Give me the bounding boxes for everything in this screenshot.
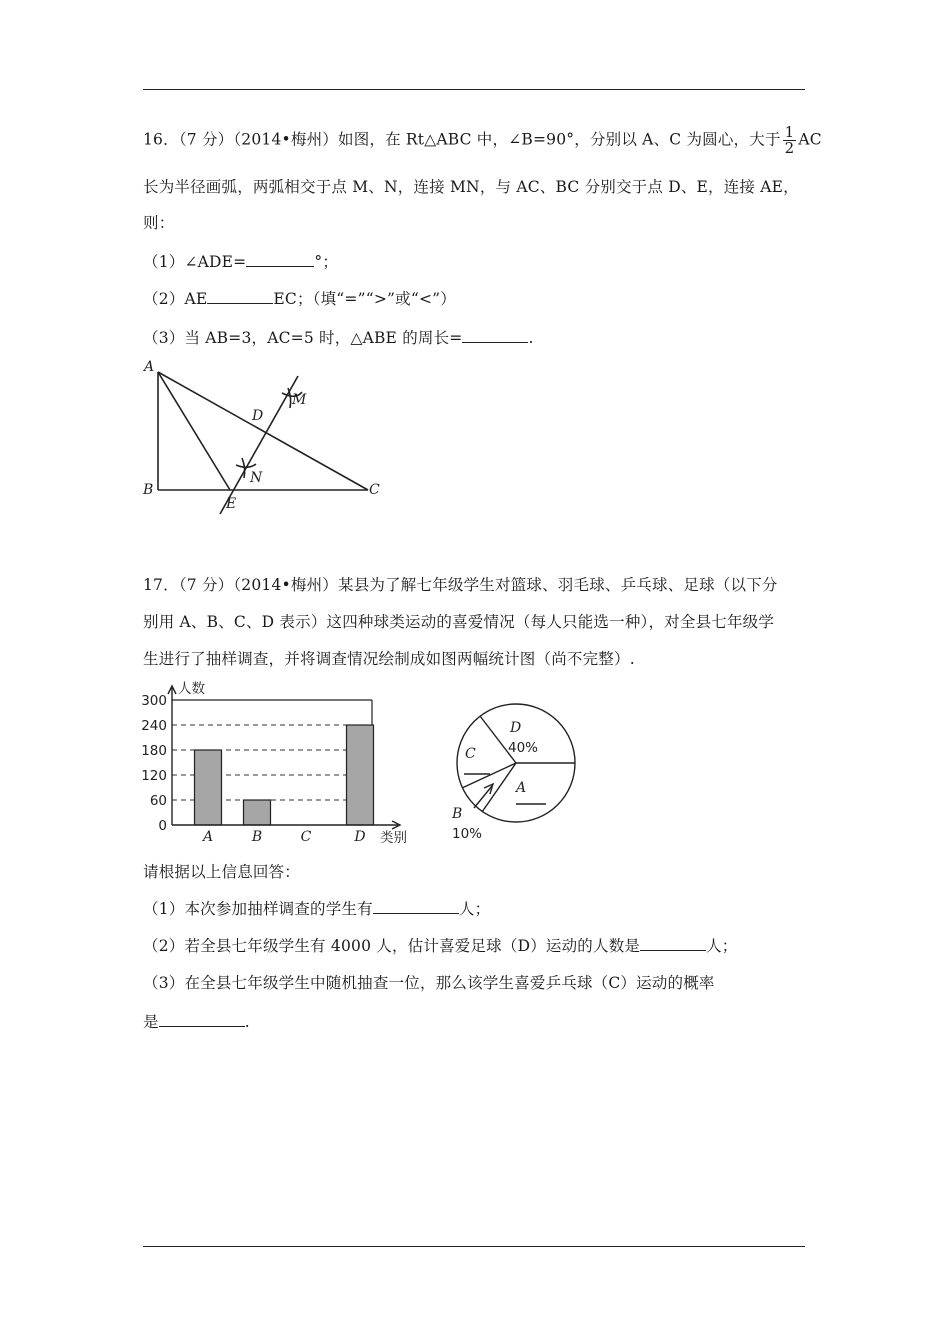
label-b: B [143,482,154,498]
q16-sub2: （2）AE EC；（填“=”“>”或“<”） [143,287,456,309]
x-axis-label: 类别 [380,830,407,846]
pie-percent-d: 40% [508,740,539,756]
category-label-d: D [354,829,366,845]
answer-blank[interactable] [246,251,314,268]
pie-label-b: B [452,806,463,822]
top-rule [143,89,805,90]
q17-sub1: （1）本次参加抽样调查的学生有 人； [143,897,490,919]
pie-chart [440,700,600,850]
q17-sub2: （2）若全县七年级学生有 4000 人，估计喜爱足球（D）运动的人数是 人； [143,934,738,956]
bottom-rule [143,1246,805,1247]
y-tick-label: 120 [141,768,167,784]
segment-ac [158,372,368,490]
bar-d [347,725,374,825]
y-axis-label: 人数 [178,681,205,697]
answer-blank[interactable] [373,898,459,915]
segment-ae [158,372,230,490]
pie-percent-b: 10% [452,826,483,842]
bar-chart [140,678,425,848]
q16-line1: 16．（7 分）（2014•梅州）如图，在 Rt△ABC 中，∠B=90°，分别以 A、C 为圆心，大于 $\frac{1}{2}$ AC [143,123,822,157]
bar-b [244,800,271,825]
y-tick-label: 240 [141,718,167,734]
label-m: M [292,392,307,408]
arc-mark-n [236,464,256,467]
label-c: C [369,482,380,498]
label-d: D [252,408,264,424]
category-label-b: B [251,829,263,845]
y-tick-label: 60 [149,793,167,809]
label-a: A [144,359,155,375]
answer-blank[interactable] [640,935,706,952]
bar-a [195,750,222,825]
pie-label-c: C [465,746,476,762]
q17-line1: 17．（7 分）（2014•梅州）某县为了解七年级学生对篮球、羽毛球、乒乓球、足球（以下分 [143,576,778,594]
q17-line3: 生进行了抽样调查，并将调查情况绘制成如图两幅统计图（尚不完整）. [143,650,635,668]
pie-b-pointer-arrowhead [484,784,493,794]
label-n: N [250,470,263,486]
q16-sub1: （1）∠ADE= °； [143,250,338,272]
answer-blank[interactable] [207,288,273,305]
y-tick-label: 0 [158,818,167,834]
q17-sub3: （3）在全县七年级学生中随机抽查一位，那么该学生喜爱乒乓球（C）运动的概率 [143,974,715,992]
label-e: E [226,496,237,512]
category-label-c: C [300,829,312,845]
pie-label-a: A [516,780,527,796]
pie-b-pointer [474,786,492,808]
q16-line3: 则： [143,214,175,232]
y-tick-label: 300 [141,693,167,709]
q16-sub3: （3）当 AB=3，AC=5 时，△ABE 的周长= . [143,326,534,348]
triangle-figure [140,358,390,518]
y-tick-label: 180 [141,743,167,759]
pie-label-d: D [510,720,522,736]
category-label-a: A [202,829,214,845]
q17-prompt: 请根据以上信息回答： [143,863,301,881]
answer-blank[interactable] [462,327,528,344]
fraction-one-half: $\frac{1}{2}$ [784,123,795,157]
q17-sub3-cont: 是 . [143,1010,250,1032]
q17-line2: 别用 A、B、C、D 表示）这四种球类运动的喜爱情况（每人只能选一种），对全县七年级学 [143,613,775,631]
q16-line2: 长为半径画弧，两弧相交于点 M、N，连接 MN，与 AC、BC 分别交于点 D、E，连接 AE， [143,178,799,196]
answer-blank[interactable] [159,1011,245,1028]
